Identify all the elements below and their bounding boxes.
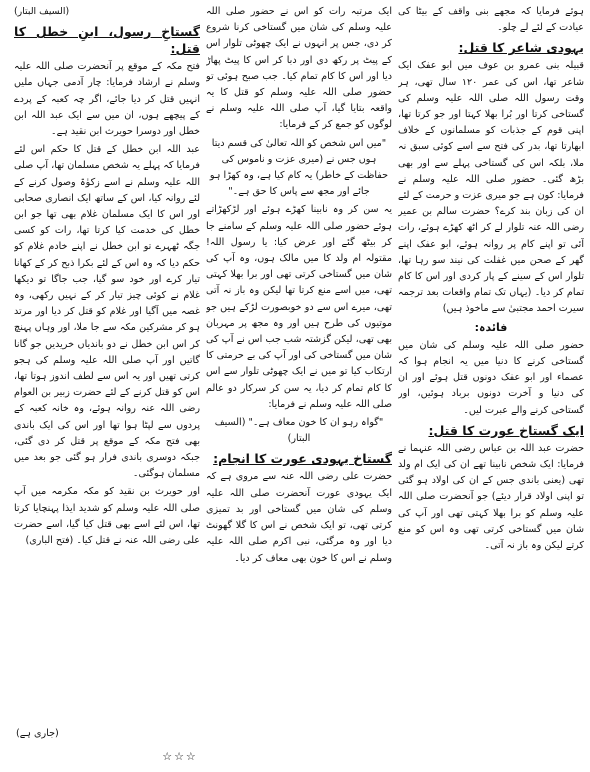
middle-body-3: حضرت علی رضی اللہ عنہ سے مروی ہے کہ ایک یہودی عورت آنحضرت صلی اللہ علیہ وسلم کی شان میں گستاخی اور بد تمیزی کرتی تھی، تو ایک شخص نے اس کا گلا گھونٹ دیا اور وہ مرگئی، نبی اکرم صلی اللہ علیہ وسلم نے اس کا خون بھی معاف کر دیا۔: [206, 471, 392, 564]
column-left: [14, 4, 200, 752]
middle-quote-1: "میں اس شخص کو اللہ تعالیٰ کی قسم دیتا ہوں جس نے (میری عزت و ناموس کی حفاظت کے خاطر) یہ کام کیا ہے، وہ کھڑا ہو جائے اور مجھ سے پاس کا حق ہے۔": [209, 137, 389, 198]
column-right: [398, 4, 584, 752]
right-intro: ہوئے فرمایا کہ مجھے بنی واقف کے بیٹا کی عیادت کے لئے لے چلو۔: [398, 6, 584, 34]
heading-fayda: فائدہ:: [474, 320, 508, 334]
heading-ibn-khatal: گستاخِ رسول، ابنِ خطل کا قتل:: [14, 24, 200, 57]
column-middle: [206, 4, 392, 752]
source-citation-top: (السیف البتار): [14, 6, 70, 17]
page: [6, 4, 584, 768]
right-body-2: حضور صلی اللہ علیہ وسلم کی شان میں گستاخی کرنے کا دنیا میں یہ انجام ہوا کہ عصماء اور ابو عفک دونوں قتل ہوئے اور ان کی دنیا و آخرت دونوں برباد ہوئیں، اور گستاخی کرنے والے عبرت لیں۔: [398, 339, 584, 416]
middle-body-2: یہ سن کر وہ نابینا کھڑے ہوئے اور لڑکھڑاتے ہوئے حضور صلی اللہ علیہ وسلم کے سامنے جا کر بیٹھ گئے اور عرض کیا: یا رسول اللہ! مقتولہ ام ولد کا میں مالک ہوں، وہ آپ کی شان میں گستاخی کرتی تھی اور برا بھلا کہتی تھی، میں اسے منع کرتا تھا لیکن وہ باز نہ آتی تھی، میرے اس سے دو خوبصورت لڑکے ہیں جو موتیوں کی طرح ہیں اور وہ مجھ پر مہربان بھی تھی، لیکن گزشتہ شب جب اس نے آپ کی شان میں گستاخی کی اور آپ کی بے حرمتی کا ارتکاب کیا تو میں نے ایک چھوٹی تلوار سے اس کا کام تمام کر دیا، یہ سن کر سرکار دو عالم صلی اللہ علیہ وسلم نے فرمایا:: [206, 204, 392, 410]
right-body-1: قبیلہ بنی عمرو بن عوف میں ابو عفک ایک شاعر تھا، اس کی عمر ۱۲۰ سال تھی، ہر وقت رسول اللہ صلی اللہ علیہ وسلم کی گستاخی کرتا اور بُرا بھلا کہتا اور جو کرتا تھا، اپنی قوم کے جذبات کو مسلمانوں کے خلاف ابھارتا تھا، بدر کی فتح سے اسے کوئی سبق نہ ملا، بلکہ اس کی گستاخی پہلے سے اور بھی بڑھ گئی۔ حضور صلی اللہ علیہ وسلم نے فرمایا: کون ہے جو میری عزت و حرمت کے لئے ان کی زبان بند کرے؟ حضرت سالم بن عمیر رضی اللہ عنہ تلوار لے کر اٹھ کھڑے ہوئے، رات آئی تو اپنے کام پر روانہ ہوئے، ابو عفک اپنے گھر کے صحن میں غفلت کی نیند سو رہا تھا، تلوار اس کے سینے کے پار کردی اور اس کا کام تمام کر دیا۔ (یہاں تک تمام واقعات بعد ترجمہ سیرت احمد مجتبیٰ سے ماخوذ ہیں): [398, 60, 584, 315]
left-body-2: عبد اللہ ابن خطل کے قتل کا حکم اس لئے فرمایا کہ پہلے یہ شخص مسلمان تھا، آپ صلی اللہ علیہ وسلم نے اسے زکوٰۃ وصول کرنے کے لئے روانہ کیا، اس کے ساتھ ایک انصاری صحابی اور اس کا ایک مسلمان غلام بھی تھا جو ابن خطل کی خدمت کیا کرتا تھا، رات کو کسی جگہ ٹھہرے تو ابن خطل نے اپنے خادم غلام کو حکم دیا کہ وہ اس کے لئے بکرا ذبح کر کے کھانا تیار کرے اور خود سو گیا، جب جاگا تو دیکھا غلام نے کوئی چیز تیار کر کے نہیں رکھی، وہ غصہ میں آگیا اور غلام کو قتل کر دیا اور مرتد ہو کر مشرکین مکہ سے جا ملا، اور وہاں پہنچ کر اس ابن خطل نے دو باندیاں خریدیں جو گانا گاتیں اور آپ صلی اللہ علیہ وسلم کی ہجو کرتی تھیں اور یہ اس سے لطف اندوز ہوتا تھا، اس کو قتل کرنے کے لئے حضرت زبیر بن العوام رضی اللہ عنہ روانہ ہوئے، وہ خانہ کعبہ کے پردوں سے لپٹا ہوا تھا اور اس کی ایک باندی بھی فتح مکہ کے موقع پر قتل کر دی گئی، جبکہ دوسری باندی فرار ہو گئی جو بعد میں مسلمان ہوگئی۔: [14, 144, 200, 480]
heading-jewish-woman: گستاخ یہودی عورت کا انجام:: [213, 451, 392, 467]
middle-quote-2: "گواہ رہو ان کا خون معاف ہے۔" (السیف البتار): [214, 417, 384, 445]
right-body-3: حضرت عبد اللہ بن عباس رضی اللہ عنہما نے فرمایا: ایک شخص نابینا تھے ان کی ایک ام ولد تھی (یعنی باندی جس کے ان کی اولاد ہو گئی تو اپنی اولاد قرار دیئے) جو آنحضرت صلی اللہ علیہ وسلم کو برا بھلا کہتی تھی اور آپ کی شان میں گستاخی کرتی تھی وہ اس کو منع کرتے لیکن وہ باز نہ آتی۔: [398, 442, 584, 552]
heading-woman-killed: ایک گستاخ عورت کا قتل:: [428, 422, 584, 438]
footer-stars: ☆☆☆: [162, 750, 198, 763]
left-body-3: اور حویرث بن نقید کو مکہ مکرمہ میں آپ صلی اللہ علیہ وسلم کو شدید ایذا پہنچایا کرتا تھا، اس لئے اسے بھی قتل کیا گیا، اسے حضرت علی رضی اللہ عنہ نے قتل کیا۔ (فتح الباری): [14, 486, 200, 547]
left-body-1: فتح مکہ کے موقع پر آنحضرت صلی اللہ علیہ وسلم نے ارشاد فرمایا: چار آدمی جہاں ملیں انہیں قتل کر دیا جائے، اگر چہ کعبہ کے پردے کے پیچھے ہوں، ان میں سے ایک عبد اللہ ابن خطل اور دوسرا حویرث ابن نقید ہے۔: [14, 61, 200, 138]
middle-body-1: ایک مرتبہ رات کو اس نے حضور صلی اللہ علیہ وسلم کی شان میں گستاخی کرنا شروع کر دی، جس پر انہوں نے ایک چھوٹی تلوار اس کے پیٹ پر رکھ دی اور دبا کر اس کا پیٹ پھاڑ دیا اور اس کا کام تمام کیا۔ جب صبح ہوئی تو حضور صلی اللہ علیہ وسلم کو قتل کا یہ واقعہ بتایا گیا، آپ صلی اللہ علیہ وسلم نے لوگوں کو جمع کر کے فرمایا:: [206, 6, 392, 131]
heading-jewish-poet: یہودی شاعر کا قتل:: [458, 40, 584, 56]
continued-note: (جاری ہے): [16, 728, 59, 739]
